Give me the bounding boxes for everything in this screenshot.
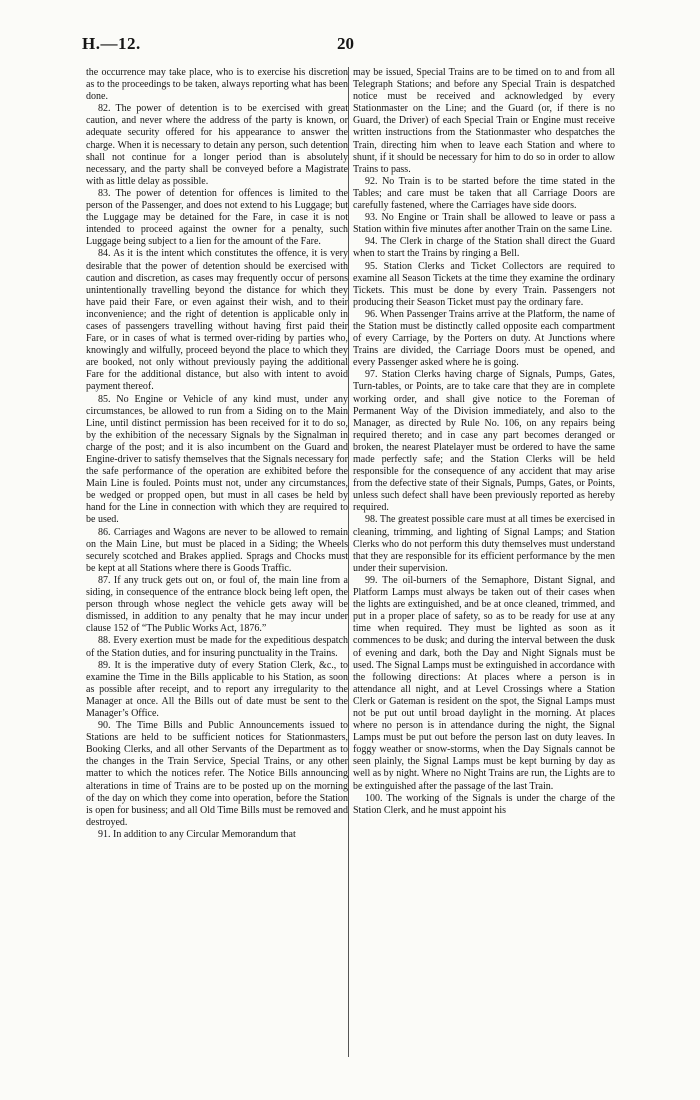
page-number: 20 [337, 34, 354, 53]
rule-paragraph: 83. The power of detention for offences is limited to the person of the Passenger, and does not extend to his Luggage; but the Luggage may be detained for the Fare, in case it is not intended to proceed against the owner for a penalty, such Luggage being subject to a lien for the amount of the Fare. [86, 187, 348, 248]
rule-paragraph: 98. The greatest possible care must at all times be exercised in cleaning, trimming, and lighting of Signal Lamps; and Station Clerks who do not perform this duty themselves must understand that they are responsible for its efficient performance by the men under their supervision. [353, 514, 615, 574]
rule-paragraph: 94. The Clerk in charge of the Station shall direct the Guard when to start the Trains by ringing a Bell. [353, 236, 615, 260]
rule-paragraph: 92. No Train is to be started before the time stated in the Tables; and care must be taken that all Carriage Doors are carefully fastened, where the Carriages have side doors. [353, 175, 615, 212]
rule-paragraph: 89. It is the imperative duty of every Station Clerk, &c., to examine the Time in the Bills applicable to his Station, as soon as possible after receipt, and to report any irregularity to the Manager at once. All the Bills out of date must be sent to the Manager’s Office. [86, 659, 348, 719]
rule-paragraph: 96. When Passenger Trains arrive at the Platform, the name of the Station must be distinctly called opposite each compartment of every Carriage, by the Porters on duty. At Junctions where Trains are divided, the Carriage Doors must be opened, and every Passenger asked where he is going. [353, 308, 615, 369]
right-column [353, 67, 615, 1067]
rule-paragraph: 87. If any truck gets out on, or foul of, the main line from a siding, in consequence of the entrance block being left open, the person through whose neglect the vehicle gets away will be dismissed, in addition to any penalty that he may incur under clause 152 of “The Public Works Act, 1876.” [86, 574, 348, 635]
rule-paragraph: 91. In addition to any Circular Memorandum that [98, 828, 296, 840]
rule-paragraph: may be issued, Special Trains are to be timed on to and from all Telegraph Stations; and before any Special Train is despatched notice must be received and acknowledged by every Stationmaster on the Line; and the Guard (or, if there is no Guard, the Driver) of each Special Train or Engine must receive written instructions from the Stationmaster who despatches the Train, directing him when to leave each Station and where to shunt, if it should be necessary for him to do so in order to allow Trains to pass. [353, 67, 615, 175]
rule-paragraph: 99. The oil-burners of the Semaphore, Distant Signal, and Platform Lamps must always be taken out of their cases when the lights are extinguished, and be at once cleaned, trimmed, and put in a proper place of safety, so as to be ready for use at any time when required. They must be lighted as soon as it commences to be dusk; and during the interval between the dusk of evening and dark, both the Day and Night Signals must be used. The Signal Lamps must be extinguished in accordance with the following directions: At places where a person is in attendance all night, and at Level Crossings where a Station Clerk or Gateman is resident on the spot, the Signal Lamps must not be put out until broad daylight in the morning. At places where no person is in attendance during the night, the Signal Lamps must be put out before the person last on duty leaves. In foggy weather or snow-storms, when the Day Signals cannot be seen plainly, the Signal Lamps must be kept burning by day as well as by night. Where no Night Trains are run, the Lights are to be extinguished after the passage of the last Train. [353, 574, 615, 792]
rule-paragraph: 82. The power of detention is to be exercised with great caution, and never where the address of the party is known, or adequate security offered for his appearance to answer the charge. When it is necessary to detain any person, such detention shall not continue for a longer period than is absolutely necessary, and the party shall be conveyed before a Magistrate with as little delay as possible. [86, 103, 348, 187]
rule-paragraph: 88. Every exertion must be made for the expeditious despatch of the Station duties, and for insuring punctuality in the Trains. [86, 635, 348, 659]
rule-paragraph: the occurrence may take place, who is to exercise his discretion as to the proceedings to be taken, always reporting what has been done. [86, 67, 348, 103]
document-reference: H.—12. [82, 34, 141, 53]
rule-paragraph: 86. Carriages and Wagons are never to be allowed to remain on the Main Line, but must be placed in a Siding; the Wheels securely scotched and Brakes applied. Sprags and Chocks must be kept at all Stations where there is Goods Traffic. [86, 526, 348, 574]
rule-paragraph: 95. Station Clerks and Ticket Collectors are required to examine all Season Tickets at the time they examine the ordinary Tickets. This must be done by every Train. Passengers not producing their Season Ticket must pay the ordinary fare. [353, 260, 615, 308]
left-column [86, 67, 348, 1067]
rule-paragraph: 97. Station Clerks having charge of Signals, Pumps, Gates, Turn-tables, or Points, are to take care that they are in complete working order, and shall give notice to the Foreman of Permanent Way of the Division immediately, and also to the Manager, as directed by Rule No. 106, on any repairs being required thereto; and in case any part becomes deranged or broken, the nearest Platelayer must be ordered to have the same made perfectly safe; and the Station Clerks will be held responsible for the consequence of any accident that may arise from the defective state of their Signals, Pumps, Gates, or Points, unless such defect shall have been previously reported as hereby required. [353, 369, 615, 514]
rule-paragraph: 85. No Engine or Vehicle of any kind must, under any circumstances, be allowed to run from a Siding on to the Main Line, until distinct permission has been received for it to do so, by the exhibition of the necessary Signals by the Signalman in charge of the post; and it is also incumbent on the Guard and Engine-driver to satisfy themselves that the Signals necessary for the safe performance of the operation are exhibited before the Main Line is fouled. Points must not, under any circumstances, be wedged or propped open, but must in all cases be held by hand for the Line in connection with which they are required to be used. [86, 393, 348, 526]
rule-paragraph: 90. The Time Bills and Public Announcements issued to Stations are held to be sufficient notices for Stationmasters, Booking Clerks, and all other Servants of the Department as to the changes in the Train Service, Special Trains, or any other matter to which the notices refer. The Notice Bills announcing alterations in time of Trains are to be posted up on the morning of the day on which they come into operation, before the Station is open for business; and all Old Time Bills must be removed and destroyed. [86, 720, 348, 828]
rule-paragraph: 84. As it is the intent which constitutes the offence, it is very desirable that the power of detention should be exercised with caution and discretion, as cases may frequently occur of persons unintentionally travelling beyond the distance for which they have paid their Fare, or even against their wish, and to their inconvenience; and the right of detention is applicable only in cases of passengers travelling without having first paid their Fare, or in cases of what is termed over-riding by parties who, knowingly and wilfully, proceed beyond the place to which they are booked, not only without previously paying the additional Fare for the additional distance, but also with intent to avoid payment thereof. [86, 248, 348, 393]
rule-paragraph: 93. No Engine or Train shall be allowed to leave or pass a Station within five minutes after another Train on the same Line. [353, 212, 615, 236]
rule-paragraph: 100. The working of the Signals is under the charge of the Station Clerk, and he must appoint his [353, 792, 615, 816]
page-header [82, 34, 622, 58]
column-divider [348, 67, 349, 1057]
